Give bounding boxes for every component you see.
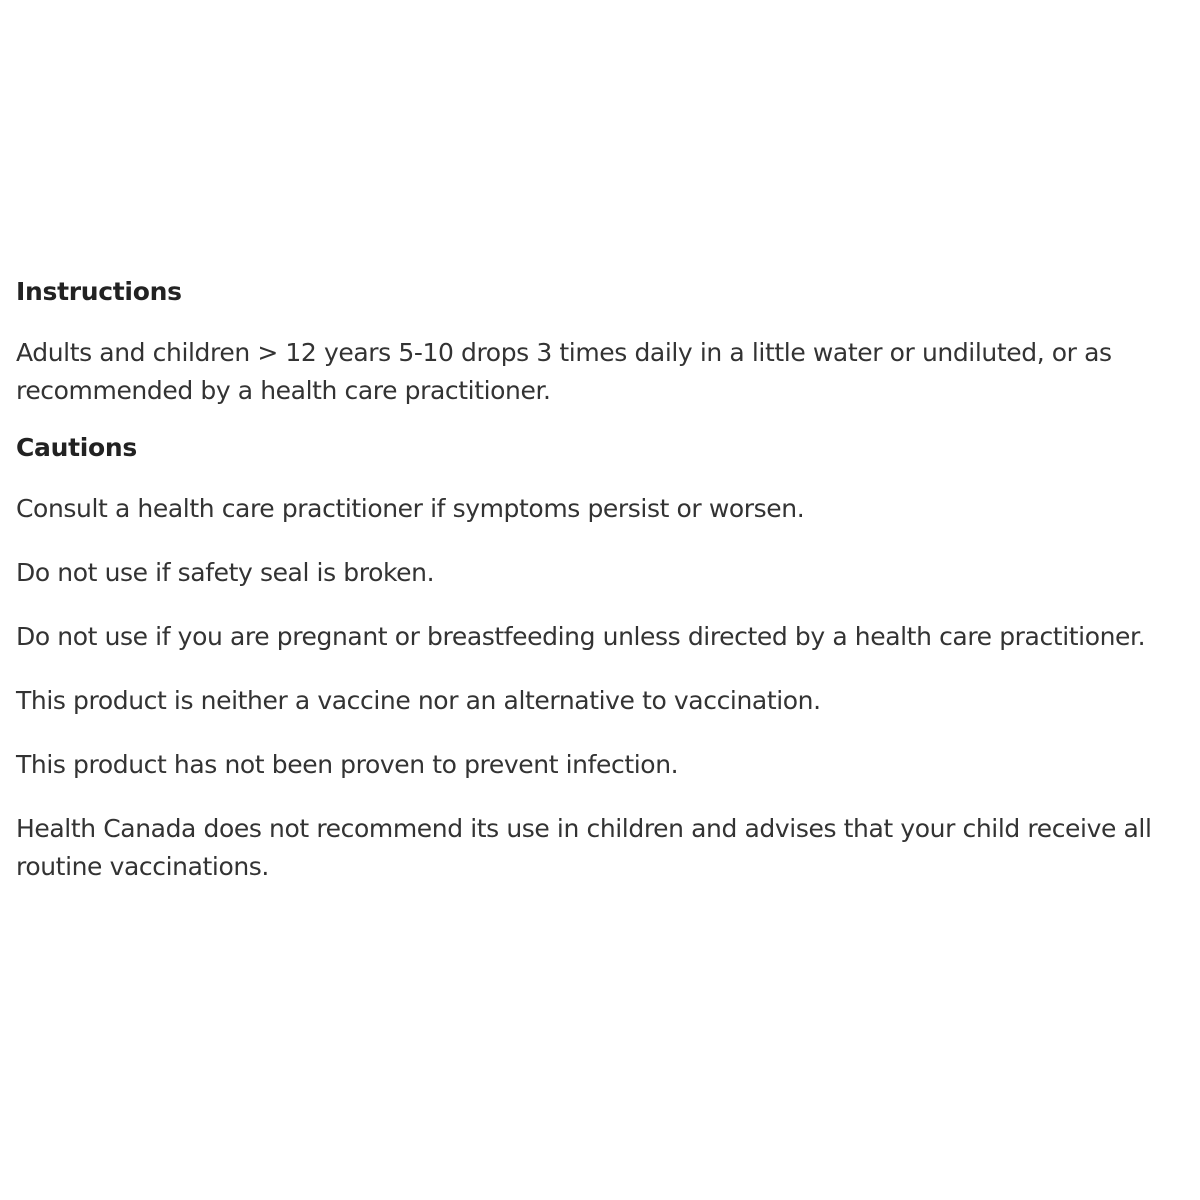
caution-item: This product is neither a vaccine nor an alternative to vaccination.	[16, 686, 821, 715]
caution-item: This product has not been proven to prevent infection.	[16, 750, 679, 779]
caution-item: Do not use if you are pregnant or breastfeeding unless directed by a health care practitioner.	[16, 622, 1146, 651]
caution-item: Consult a health care practitioner if symptoms persist or worsen.	[16, 494, 805, 523]
instructions-text: Adults and children > 12 years 5-10 drops 3 times daily in a little water or undiluted, or as recommended by a health care practitioner.	[16, 338, 1112, 405]
cautions-heading: Cautions	[16, 433, 137, 462]
caution-item: Do not use if safety seal is broken.	[16, 558, 435, 587]
product-info-section	[16, 276, 1184, 886]
instructions-heading: Instructions	[16, 277, 182, 306]
caution-item: Health Canada does not recommend its use in children and advises that your child receive all routine vaccinations.	[16, 814, 1152, 881]
